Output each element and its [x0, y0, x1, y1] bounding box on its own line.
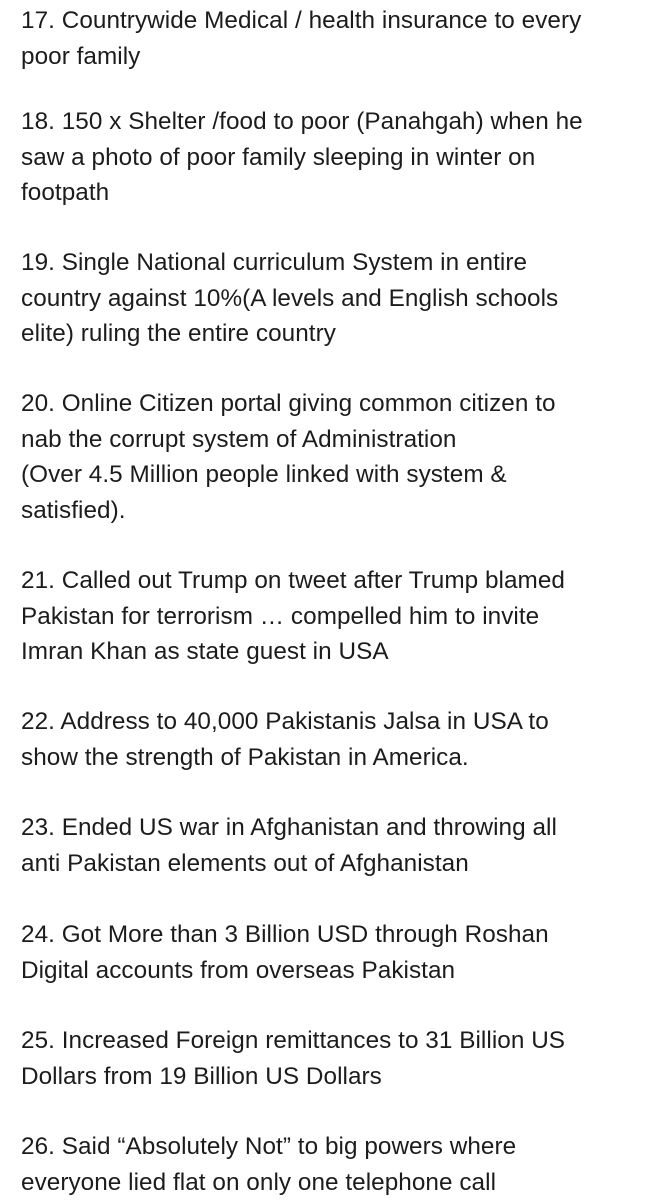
item-line: Pakistan for terrorism … compelled him to invite — [21, 602, 540, 630]
list-item-19 — [21, 245, 661, 352]
item-line: country against 10%(A levels and English schools — [21, 284, 559, 312]
list-item-17 — [21, 3, 661, 74]
item-line: show the strength of Pakistan in America. — [21, 743, 469, 771]
item-line: (Over 4.5 Million people linked with system & — [21, 461, 507, 488]
list-item-24 — [21, 917, 661, 988]
item-line: 23. Ended US war in Afghanistan and throwing all — [21, 814, 557, 841]
item-line: 24. Got More than 3 Billion USD through Roshan — [21, 921, 549, 948]
list-item-18 — [21, 104, 661, 211]
item-line: anti Pakistan elements out of Afghanistan — [21, 849, 469, 877]
item-line: 20. Online Citizen portal giving common citizen to — [21, 390, 556, 417]
item-line: Imran Khan as state guest in USA — [21, 638, 389, 665]
list-item-20 — [21, 386, 661, 528]
item-line: Digital accounts from overseas Pakistan — [21, 956, 456, 984]
item-line: saw a photo of poor family sleeping in winter on — [21, 143, 536, 171]
item-line: satisfied). — [21, 496, 126, 524]
item-line: Dollars from 19 Billion US Dollars — [21, 1062, 382, 1090]
item-line: 17. Countrywide Medical / health insurance to every — [21, 7, 582, 34]
list-item-25 — [21, 1023, 661, 1094]
item-line: 26. Said “Absolutely Not” to big powers where — [21, 1133, 517, 1160]
item-line: 19. Single National curriculum System in entire — [21, 249, 528, 276]
item-line: 18. 150 x Shelter /food to poor (Panahgah) when he — [21, 108, 583, 135]
list-item-23 — [21, 810, 661, 881]
item-line: footpath — [21, 179, 110, 206]
item-line: 22. Address to 40,000 Pakistanis Jalsa in USA to — [21, 708, 549, 735]
item-line: 21. Called out Trump on tweet after Trump blamed — [21, 567, 565, 594]
item-line: nab the corrupt system of Administration — [21, 425, 457, 453]
item-line: 25. Increased Foreign remittances to 31 Billion US — [21, 1027, 566, 1054]
list-item-22 — [21, 704, 661, 775]
item-line: poor family — [21, 42, 141, 70]
item-line: everyone lied flat on only one telephone call — [21, 1168, 497, 1196]
item-line: elite) ruling the entire country — [21, 320, 336, 347]
list-item-21 — [21, 563, 661, 670]
list-item-26 — [21, 1129, 661, 1200]
